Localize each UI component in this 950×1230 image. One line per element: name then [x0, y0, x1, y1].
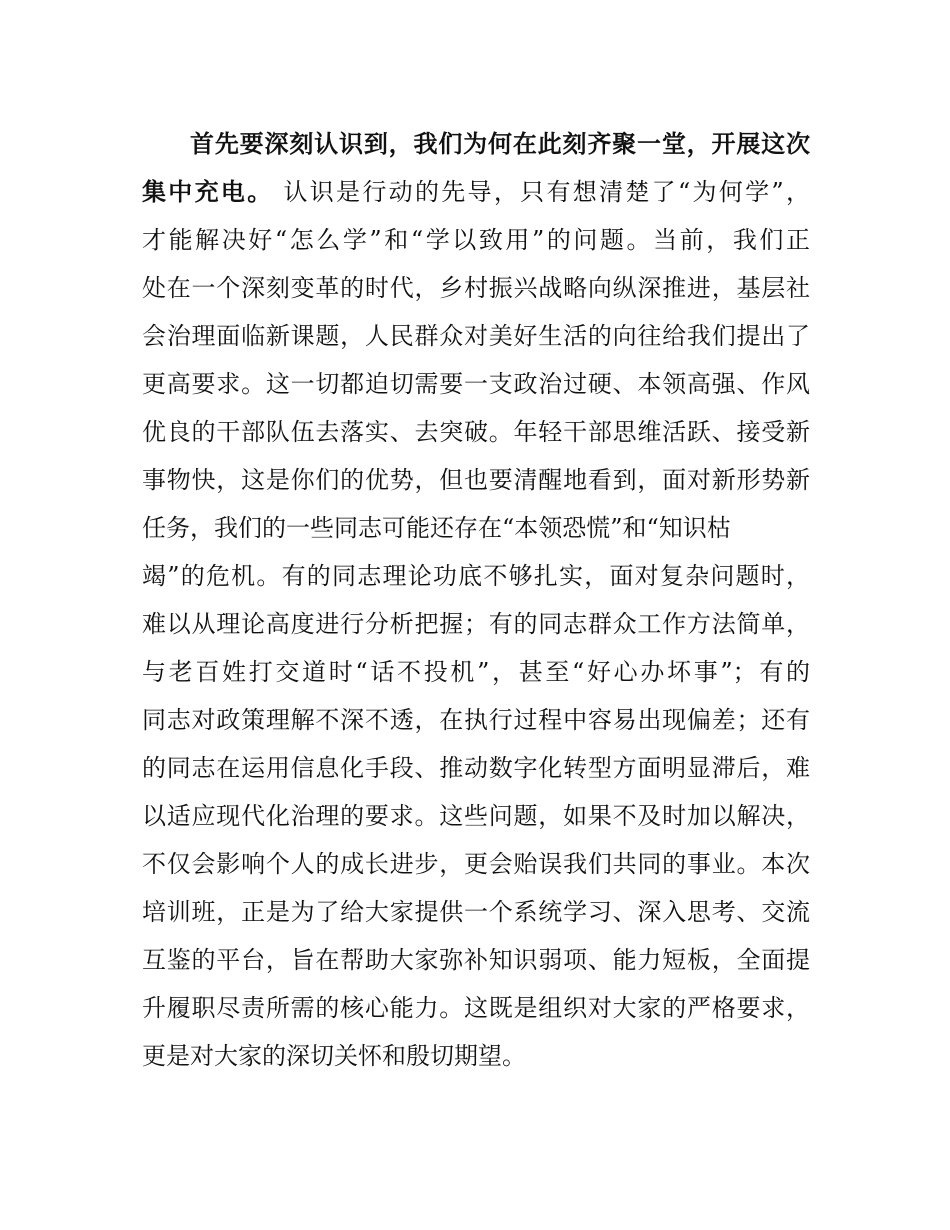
paragraph-line: 的同志在运用信息化手段、推动数字化转型方面明显滞后，难: [142, 754, 810, 782]
paragraph-line: 才能解决好“怎么学”和“学以致用”的问题。当前，我们正: [142, 226, 810, 254]
paragraph-lead-line: 首先要深刻认识到，我们为何在此刻齐聚一堂，开展这次: [190, 130, 810, 158]
paragraph-line: 优良的干部队伍去落实、去突破。年轻干部思维活跃、接受新: [142, 418, 810, 446]
paragraph-line: 不仅会影响个人的成长进步，更会贻误我们共同的事业。本次: [142, 850, 810, 878]
paragraph-line: 事物快，这是你们的优势，但也要清醒地看到，面对新形势新: [142, 466, 810, 494]
paragraph-line: 同志对政策理解不深不透，在执行过程中容易出现偏差；还有: [142, 706, 810, 734]
paragraph-line: 会治理面临新课题，人民群众对美好生活的向往给我们提出了: [142, 322, 810, 350]
paragraph-line: 更是对大家的深切关怀和殷切期望。: [142, 1042, 526, 1070]
paragraph-line: 任务，我们的一些同志可能还存在“本领恐慌”和“知识枯: [142, 514, 731, 542]
paragraph-line: [142, 174, 810, 222]
paragraph-text: 认识是行动的先导，只有想清楚了“为何学”，: [273, 178, 811, 206]
paragraph-line: 培训班，正是为了给大家提供一个系统学习、深入思考、交流: [142, 898, 810, 926]
paragraph-line: 与老百姓打交道时“话不投机”，甚至“好心办坏事”；有的: [142, 658, 810, 686]
paragraph-line: 处在一个深刻变革的时代，乡村振兴战略向纵深推进，基层社: [142, 274, 810, 302]
bold-lead-text: 集中充电。: [142, 178, 274, 206]
paragraph-line: 互鉴的平台，旨在帮助大家弥补知识弱项、能力短板，全面提: [142, 946, 810, 974]
paragraph-line: 更高要求。这一切都迫切需要一支政治过硬、本领高强、作风: [142, 370, 810, 398]
paragraph-line: 竭”的危机。有的同志理论功底不够扎实，面对复杂问题时，: [142, 562, 810, 590]
paragraph-line: 难以从理论高度进行分析把握；有的同志群众工作方法简单，: [142, 610, 810, 638]
paragraph-line: 升履职尽责所需的核心能力。这既是组织对大家的严格要求，: [142, 994, 810, 1022]
paragraph-line: 以适应现代化治理的要求。这些问题，如果不及时加以解决，: [142, 802, 810, 830]
document-page: [142, 126, 810, 1086]
